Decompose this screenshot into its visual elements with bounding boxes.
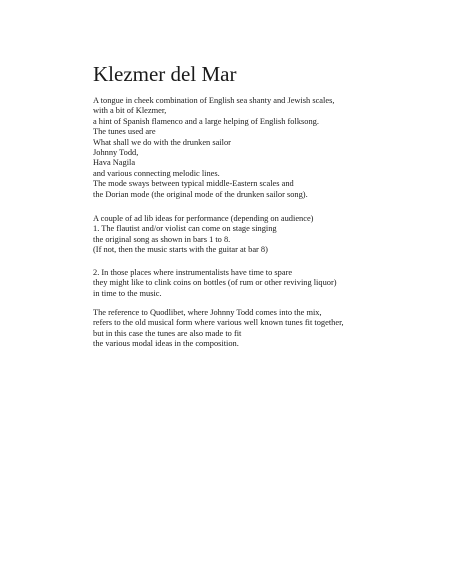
text-line: with a bit of Klezmer,	[93, 106, 167, 116]
paragraph-instrumentalists	[93, 268, 337, 299]
paragraph-introduction	[93, 96, 334, 200]
text-line: the various modal ideas in the composition.	[93, 339, 239, 349]
text-line: A tongue in cheek combination of English sea shanty and Jewish scales,	[93, 96, 335, 105]
text-line: 2. In those places where instrumentalists have time to spare	[93, 268, 293, 277]
text-line: and various connecting melodic lines.	[93, 168, 220, 178]
text-line: What shall we do with the drunken sailor	[93, 137, 231, 147]
text-line: Johnny Todd,	[93, 148, 139, 158]
text-line: Hava Nagila	[93, 158, 136, 168]
text-line: they might like to clink coins on bottles (of rum or other reviving liquor)	[93, 278, 337, 288]
text-line: A couple of ad lib ideas for performance (depending on audience)	[93, 214, 314, 223]
text-line: The mode sways between typical middle-Eastern scales and	[93, 179, 294, 189]
text-line: The reference to Quodlibet, where Johnny Todd comes into the mix,	[93, 308, 322, 317]
text-line: in time to the music.	[93, 288, 162, 298]
paragraph-performance-ideas	[93, 214, 313, 256]
text-line: but in this case the tunes are also made to fit	[93, 328, 242, 338]
text-line: refers to the old musical form where various well known tunes fit together,	[93, 318, 344, 328]
text-line: the original song as shown in bars 1 to 8.	[93, 234, 231, 244]
text-line: the Dorian mode (the original mode of the drunken sailor song).	[93, 189, 308, 199]
text-line: 1. The flautist and/or violist can come on stage singing	[93, 224, 277, 234]
text-line: a hint of Spanish flamenco and a large helping of English folksong.	[93, 116, 319, 126]
paragraph-quodlibet	[93, 308, 344, 350]
text-line: (If not, then the music starts with the guitar at bar 8)	[93, 245, 268, 255]
text-line: The tunes used are	[93, 127, 156, 137]
document-title: Klezmer del Mar	[93, 62, 237, 86]
